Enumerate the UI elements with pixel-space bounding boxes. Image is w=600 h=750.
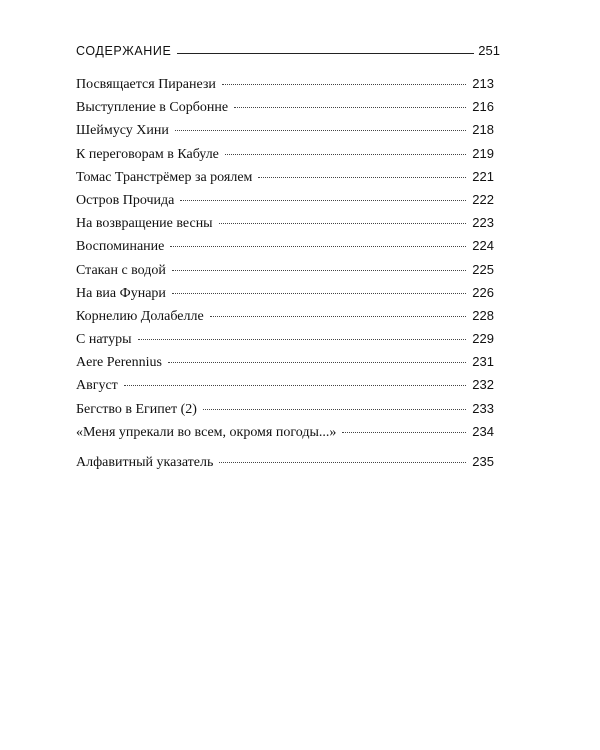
toc-entry-title: Томас Транстрёмер за роялем	[76, 169, 253, 185]
toc-entry-page: 231	[472, 354, 494, 370]
toc-entry-page: 234	[472, 423, 494, 439]
toc-entry[interactable]	[76, 327, 494, 350]
dot-leader	[225, 154, 466, 155]
dot-leader	[342, 432, 466, 433]
toc-entry-title: Воспоминание	[76, 239, 165, 255]
dot-leader	[138, 339, 467, 340]
toc-entry[interactable]	[76, 397, 494, 420]
toc-entry-title: Выступление в Сорбонне	[76, 100, 229, 116]
toc-entry-page: 218	[472, 122, 494, 138]
toc-entry-page: 232	[472, 377, 494, 393]
toc-entry-page: 216	[472, 99, 494, 115]
toc-entry-title: Остров Прочида	[76, 192, 175, 208]
toc-entry-page: 224	[472, 238, 494, 254]
dot-leader	[124, 385, 467, 386]
toc-entry-title: К переговорам в Кабуле	[76, 146, 219, 162]
dot-leader	[210, 316, 467, 317]
running-header	[76, 36, 500, 58]
dot-leader	[168, 362, 466, 363]
toc-entry-title: Август	[76, 378, 118, 394]
dot-leader	[203, 409, 466, 410]
toc-entry-page: 221	[472, 168, 494, 184]
toc-entry-title: Посвящается Пиранези	[76, 77, 216, 92]
toc-entry-title: Корнелию Долабелле	[76, 308, 204, 324]
toc-entry-page: 229	[472, 331, 494, 347]
page-number: 251	[478, 43, 500, 58]
toc-entry-title: Бегство в Египет (2)	[76, 401, 197, 417]
toc-entry-title: На возвращение весны	[76, 216, 213, 232]
section-title: СОДЕРЖАНИЕ	[76, 44, 172, 58]
dot-leader	[219, 462, 466, 463]
toc-entry[interactable]	[76, 95, 494, 118]
toc-entry[interactable]	[76, 142, 494, 165]
dot-leader	[258, 177, 466, 178]
toc-entry[interactable]	[76, 234, 494, 257]
header-rule	[177, 53, 474, 54]
dot-leader	[175, 130, 466, 131]
toc-entry[interactable]	[76, 188, 494, 211]
toc-entry[interactable]	[76, 420, 494, 443]
toc-entry-title: Шеймусу Хини	[76, 123, 169, 139]
index-section	[76, 450, 494, 473]
toc-entry-title: На виа Фунари	[76, 285, 166, 301]
toc-entry-page: 223	[472, 215, 494, 231]
toc-entry-page: 233	[472, 400, 494, 416]
toc-entry-title: Aere Perennius	[76, 355, 162, 371]
toc-entry-index[interactable]	[76, 450, 494, 473]
toc-entry-page: 226	[472, 284, 494, 300]
dot-leader	[170, 246, 466, 247]
dot-leader	[172, 270, 466, 271]
toc-list	[76, 72, 494, 443]
toc-entry-title: С натуры	[76, 332, 132, 348]
toc-entry-page: 235	[472, 454, 494, 469]
dot-leader	[222, 84, 466, 85]
dot-leader	[180, 200, 466, 201]
dot-leader	[234, 107, 466, 108]
toc-entry[interactable]	[76, 304, 494, 327]
toc-entry[interactable]	[76, 258, 494, 281]
dot-leader	[219, 223, 467, 224]
toc-entry[interactable]	[76, 350, 494, 373]
toc-entry-page: 228	[472, 307, 494, 323]
toc-entry-title: Алфавитный указатель	[76, 455, 214, 470]
toc-entry-title: Стакан с водой	[76, 262, 166, 278]
toc-entry[interactable]	[76, 165, 494, 188]
toc-entry-page: 222	[472, 191, 494, 207]
toc-entry[interactable]	[76, 211, 494, 234]
dot-leader	[172, 293, 466, 294]
toc-entry[interactable]	[76, 373, 494, 396]
toc-entry-page: 219	[472, 145, 494, 161]
toc-entry-page: 225	[472, 261, 494, 277]
toc-entry[interactable]	[76, 72, 494, 95]
toc-entry[interactable]	[76, 281, 494, 304]
toc-entry-title: «Меня упрекали во всем, окромя погоды...»	[76, 424, 337, 440]
toc-entry-page: 213	[472, 76, 494, 91]
toc-entry[interactable]	[76, 118, 494, 141]
